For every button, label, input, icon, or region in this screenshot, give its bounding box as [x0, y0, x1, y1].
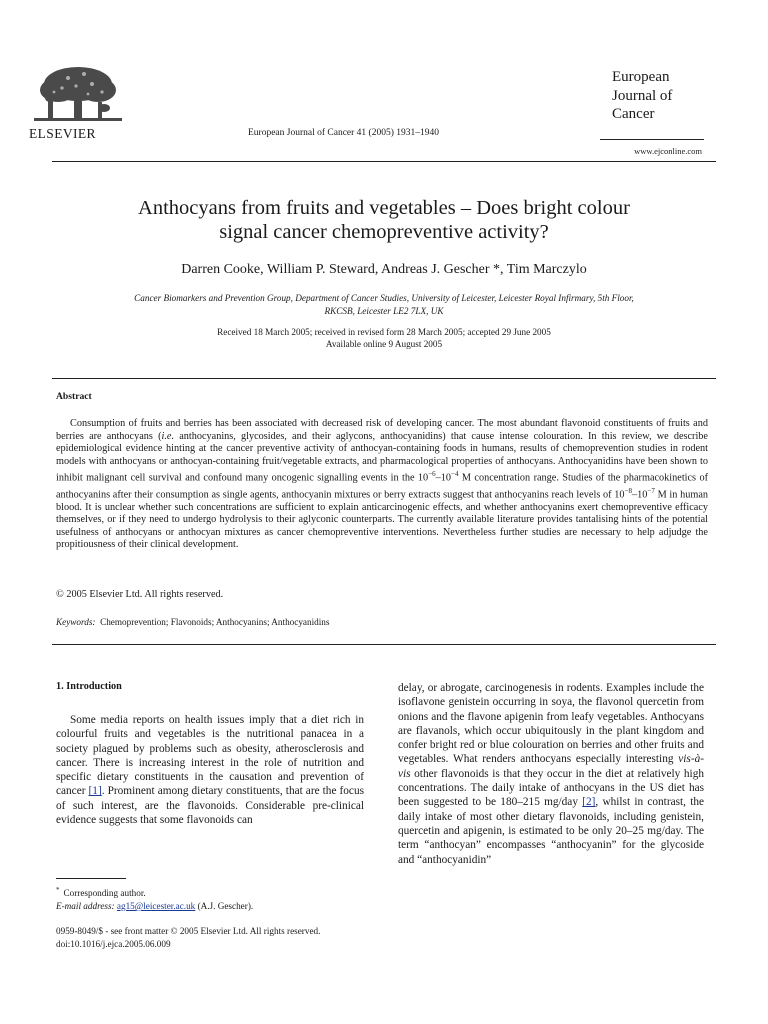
issn-line: 0959-8049/$ - see front matter © 2005 Elsevier Ltd. All rights reserved. — [56, 926, 321, 936]
tree-emblem-icon — [28, 64, 128, 126]
journal-name-line: Cancer — [612, 106, 655, 122]
abstract-heading: Abstract — [56, 391, 92, 402]
body-column-left: Some media reports on health issues imply that a diet rich in colourful fruits and vegetables is the nutritional panacea in a society plagued by problems such as obesity, atherosclerosis and cancer. There is increasing interest in the role of nutrition and specific dietary constituents in the causation and prevention of cancer [1]. Prominent among dietary constituents, that are the focus of such interest, are the flavonoids. Considerable pre-clinical evidence suggests that some flavonoids can — [56, 714, 364, 827]
journal-name-line: European — [612, 69, 670, 85]
elsevier-logo — [28, 64, 128, 142]
journal-website-link[interactable]: www.ejconline.com — [634, 146, 702, 156]
affiliation-line: Cancer Biomarkers and Prevention Group, Department of Cancer Studies, University of Leicester, Leicester Royal Infirmary, 5th Floor, — [134, 293, 634, 303]
header-rule — [52, 161, 716, 162]
journal-name-line: Journal of — [612, 87, 673, 104]
affiliation-line: RKCSB, Leicester LE2 7LX, UK — [324, 305, 444, 316]
title-line: signal cancer chemopreventive activity? — [219, 221, 549, 243]
abstract-text: Consumption of fruits and berries has been associated with decreased risk of developing cancer. The most abundant flavonoid constituents of fruits and berries are anthocyans (i.e. anthocyanins, glycosides, and their aglycons, anthocyanidins) that cause intense colouration. In this review, we describe epidemiological evidence hinting at the cancer preventive activity of anthocyan-containing foods in humans, results of chemoprevention studies in rodent models with anthocyans or anthocyan-containing fruit/vegetable extracts, and pharmacological properties of anthocyans. Anthocyanidins have been shown to inhibit malignant cell survival and confound many oncogenic signalling events in the $10^{-6}-10^{-4}$ M concentration range. Studies of the pharmacokinetics of anthocyanins after their consumption as single agents, anthocyanin mixtures or berry extracts suggest that anthocyanins reach levels of $10^{-8}-10^{-7}$ M in human blood. It is unclear whether such concentrations are sufficient to explain anticarcinogenic effects, and whether anthocyanins exert chemopreventive efficacy themselves, or if they need to undergo hydrolysis to their aglyconic counterparts. The currently available literature provides tantalising hints of the potential usefulness of anthocyans or anthocyan mixtures as cancer chemopreventive interventions. Nevertheless further studies are necessary to help adjudge the propitiousness of their clinical development. — [56, 418, 709, 551]
reference-link[interactable]: [1] — [88, 785, 102, 798]
copyright-notice: © 2005 Elsevier Ltd. All rights reserved. — [56, 589, 224, 600]
front-matter — [56, 925, 320, 951]
article-title — [60, 196, 708, 244]
reference-link[interactable]: [2] — [582, 796, 596, 809]
doi-line: doi:10.1016/j.ejca.2005.06.009 — [56, 939, 171, 949]
article-dates — [60, 326, 708, 350]
publisher-name: ELSEVIER — [29, 126, 96, 141]
journal-citation: European Journal of Cancer 41 (2005) 1931–1940 — [248, 128, 440, 138]
footnote-rule — [56, 878, 126, 879]
abstract-top-rule — [52, 378, 716, 379]
received-dates: Received 18 March 2005; received in revised form 28 March 2005; accepted 29 June 2005 — [217, 327, 551, 337]
title-line: Anthocyans from fruits and vegetables – Does bright colour — [138, 197, 630, 219]
body-column-right: delay, or abrogate, carcinogenesis in rodents. Examples include the isoflavone genistein occurring in soya, the flavonol quercetin from onions and the flavone apigenin from leafy vegetables. Anthocyans are flavanols, which occur ubiquitously in the plant kingdom and confer bright red or blue colouration on berries and other fruits and vegetables. What renders anthocyans especially interesting vis-à-vis other flavonoids is that they occur in the diet at relatively high concentrations. The daily intake of anthocyans in the US diet has been suggested to be 180–215 mg/day [2], whilst in contrast, the daily intake of most other dietary flavonoids, including genistein, quercetin and apigenin, is estimated to be only 20–25 mg/day. The term “anthocyan” encompasses “anthocyanin” for the glycoside and “anthocyanidin” — [398, 682, 704, 866]
email-link[interactable]: ag15@leicester.ac.uk — [116, 901, 196, 912]
author-list: Darren Cooke, William P. Steward, Andreas J. Gescher *, Tim Marczylo — [181, 262, 587, 277]
corresponding-footnote: * Corresponding author. E-mail address: ag15@leicester.ac.uk (A.J. Gescher). — [56, 886, 254, 912]
keywords: Keywords: Chemoprevention; Flavonoids; Anthocyanins; Anthocyanidins — [56, 617, 330, 627]
abstract-bottom-rule — [52, 644, 716, 645]
online-date: Available online 9 August 2005 — [325, 339, 443, 349]
journal-name-box — [600, 68, 704, 140]
affiliation — [70, 292, 698, 317]
section-heading: 1. Introduction — [56, 681, 122, 692]
